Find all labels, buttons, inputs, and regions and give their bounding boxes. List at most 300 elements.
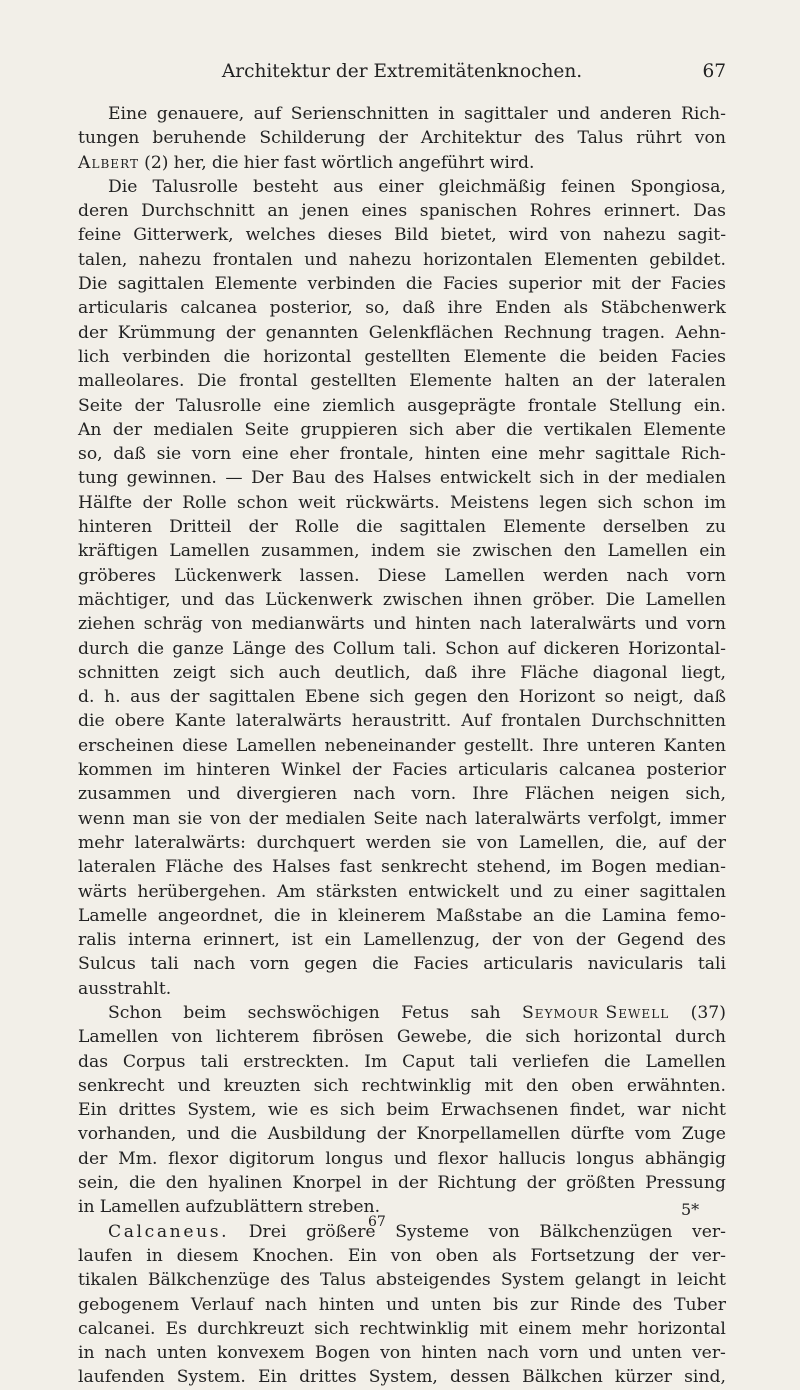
word: der xyxy=(606,371,636,392)
word: Hälfte xyxy=(78,492,133,513)
word: sind, xyxy=(684,1367,726,1388)
word: lateralen xyxy=(647,371,726,392)
word: Lamellen, xyxy=(518,832,605,853)
word: der xyxy=(398,1173,428,1194)
word: genauere, xyxy=(156,104,245,124)
text-line xyxy=(78,515,726,539)
word: Stäbchenwerk xyxy=(600,298,726,319)
word: im xyxy=(560,857,583,878)
word: Gegend xyxy=(617,930,685,951)
word: sich xyxy=(314,1318,350,1339)
word: den xyxy=(526,1075,559,1096)
word: nach xyxy=(425,808,468,829)
word: Bälkchen xyxy=(522,1367,603,1388)
word: Seite xyxy=(78,395,123,416)
word: sich xyxy=(313,1075,349,1096)
word: vorn xyxy=(686,565,726,586)
word: verliefen xyxy=(512,1051,590,1072)
word: schräg xyxy=(143,614,203,635)
word: Elemente xyxy=(214,274,298,295)
word: mit xyxy=(592,274,621,295)
word: zur xyxy=(529,1294,559,1315)
word: stärksten xyxy=(316,881,398,902)
word: Elementen xyxy=(543,249,638,270)
word: Bogen xyxy=(591,857,647,878)
word: verfolgt, xyxy=(588,808,662,829)
word: von xyxy=(171,1027,203,1048)
word: die xyxy=(137,638,165,659)
word: entwickelt xyxy=(439,468,531,489)
text-line xyxy=(78,612,726,636)
author-name: Albert xyxy=(78,152,139,173)
word: lateralen xyxy=(78,857,157,878)
word: hinten xyxy=(415,614,471,635)
word: Ein xyxy=(347,1245,377,1266)
word: sechswöchigen xyxy=(247,1002,380,1023)
word: articularis xyxy=(458,760,549,781)
word: des xyxy=(534,128,565,149)
word: zusammen, xyxy=(261,541,360,562)
word: auch xyxy=(278,662,321,683)
paragraph xyxy=(78,102,726,175)
text-line xyxy=(78,1001,726,1025)
text-line xyxy=(78,564,726,588)
word: die xyxy=(372,954,399,975)
text-line xyxy=(78,758,726,782)
word: flexor xyxy=(168,1148,219,1169)
word: dickeren xyxy=(543,638,620,659)
word: hallucis xyxy=(498,1148,566,1169)
word: durch xyxy=(674,1027,726,1048)
word: findet, xyxy=(569,1100,626,1121)
word: feine xyxy=(78,225,122,246)
word: Gewebe, xyxy=(396,1027,473,1048)
text-line xyxy=(78,1050,726,1074)
word: Meistens xyxy=(449,492,530,513)
word: nach xyxy=(487,1343,530,1364)
word: gelangt xyxy=(574,1270,641,1291)
word: und xyxy=(393,1148,427,1169)
word: die xyxy=(211,152,239,173)
word: mehr xyxy=(78,832,124,853)
word: von xyxy=(380,1343,412,1364)
word: Halses xyxy=(372,468,432,489)
word: Systeme xyxy=(395,1221,470,1242)
text-line xyxy=(78,831,726,855)
word: auf xyxy=(658,832,686,853)
word: der xyxy=(376,1124,407,1145)
word: Tuber xyxy=(674,1294,726,1315)
word: der xyxy=(248,517,278,538)
word: Gelenkflächen xyxy=(368,322,494,343)
word: dessen xyxy=(449,1367,511,1388)
word: und xyxy=(386,1294,420,1315)
word: fibrösen xyxy=(312,1027,384,1048)
text-line xyxy=(78,199,726,223)
word: Horizont xyxy=(518,687,596,708)
word: Rohres xyxy=(529,201,592,222)
word: Kante xyxy=(174,711,226,732)
word: kleinerem xyxy=(337,905,426,926)
word: Rechnung xyxy=(503,322,592,343)
text-line xyxy=(78,1365,726,1389)
word: Bau xyxy=(291,468,326,489)
word: der xyxy=(608,468,638,489)
word: sich, xyxy=(685,784,726,805)
signature-mark: 5* xyxy=(681,1200,700,1219)
word: von xyxy=(211,614,243,635)
word: Facies xyxy=(392,760,448,781)
word: immer xyxy=(669,808,726,829)
header-page-number: 67 xyxy=(702,61,726,82)
word: Durchschnitten xyxy=(591,711,726,732)
word: ihre xyxy=(471,662,507,683)
word: fast xyxy=(339,857,372,878)
word: deutlich, xyxy=(334,662,411,683)
text-line xyxy=(78,1268,726,1292)
word: nach xyxy=(479,614,522,635)
text-line xyxy=(78,1171,726,1195)
word: und xyxy=(509,881,543,902)
word: in xyxy=(78,1343,95,1364)
word: neigt, xyxy=(633,687,684,708)
word: Rinde xyxy=(569,1294,621,1315)
word: lateralwärts xyxy=(530,614,637,635)
word: senkrecht xyxy=(381,857,468,878)
text-line xyxy=(78,539,726,563)
word: diagonal xyxy=(592,662,668,683)
word: von xyxy=(390,1245,422,1266)
word: der xyxy=(648,1245,679,1266)
word: zwischen xyxy=(472,541,553,562)
word: Drei xyxy=(248,1221,287,1242)
word: sich xyxy=(597,492,633,513)
word: konvexem xyxy=(216,1343,305,1364)
word: horizontalen xyxy=(422,249,533,270)
word: angeordnet, xyxy=(157,905,264,926)
text-line xyxy=(78,637,726,661)
word: Elemente xyxy=(409,371,492,392)
word: spanischen xyxy=(419,201,518,222)
word: sich xyxy=(408,419,444,440)
word: eine xyxy=(490,444,528,465)
word: rechtwinklig xyxy=(359,1318,470,1339)
word: Stellung xyxy=(608,395,682,416)
word: der xyxy=(225,322,256,343)
word: mehr xyxy=(581,1318,628,1339)
word: ver- xyxy=(692,1245,726,1266)
word: System, xyxy=(368,1367,438,1388)
word: und xyxy=(644,614,678,635)
word: her, xyxy=(173,152,207,173)
word: h. xyxy=(104,687,121,708)
word: An xyxy=(78,419,102,440)
word: Lamellen xyxy=(99,1197,181,1218)
word: größere xyxy=(306,1221,376,1242)
word: frontalen xyxy=(212,249,293,270)
word: die xyxy=(129,1173,156,1194)
word: Seite xyxy=(244,419,290,440)
text-line xyxy=(78,321,726,345)
word: horizontal xyxy=(637,1318,726,1339)
word: Dritteil xyxy=(169,517,232,538)
word: von xyxy=(488,1221,520,1242)
word: unten xyxy=(430,1294,482,1315)
word: erinnert, xyxy=(203,930,280,951)
word: digitorum xyxy=(228,1148,315,1169)
word: gröber. xyxy=(532,589,596,610)
word: unteren xyxy=(586,735,656,756)
word: Schon xyxy=(445,638,500,659)
word: vorn. xyxy=(411,784,457,805)
word: Knorpel xyxy=(292,1173,362,1194)
word: mächtiger, xyxy=(78,589,171,610)
word: Fläche xyxy=(165,857,224,878)
text-line xyxy=(78,1122,726,1146)
word: Elemente xyxy=(643,419,726,440)
word: laufenden xyxy=(78,1367,165,1388)
word: nahezu xyxy=(603,225,666,246)
word: sich xyxy=(229,662,265,683)
word: horizontal xyxy=(573,1027,662,1048)
word: der xyxy=(631,274,661,295)
word: lichterem xyxy=(215,1027,300,1048)
word: Rich- xyxy=(680,104,726,124)
word: werden xyxy=(365,832,432,853)
word: Durchschnitt xyxy=(141,201,255,222)
word: weit xyxy=(298,492,336,513)
author-name: Seymour Sewell xyxy=(522,1002,670,1023)
word: ein. xyxy=(693,395,726,416)
word: Bogen xyxy=(314,1343,371,1364)
word: Bälkchenzügen xyxy=(539,1221,673,1242)
word: Collum xyxy=(332,638,395,659)
text-line xyxy=(78,466,726,490)
text-line xyxy=(78,1098,726,1122)
word: schon xyxy=(642,492,694,513)
word: diesem xyxy=(176,1245,239,1266)
word: die xyxy=(223,346,251,367)
word: ver- xyxy=(692,1221,726,1242)
word: als xyxy=(563,298,589,319)
word: Ihre xyxy=(542,735,579,756)
word: verbinden xyxy=(122,346,211,367)
word: erinnert. xyxy=(603,201,681,222)
word: Kanten xyxy=(663,735,726,756)
word: medialen xyxy=(285,808,366,829)
word: sich xyxy=(340,1100,376,1121)
text-line xyxy=(78,734,726,758)
word: wie xyxy=(267,1100,299,1121)
text-line xyxy=(78,1244,726,1268)
word: größten xyxy=(566,1173,636,1194)
word: Krümmung xyxy=(117,322,216,343)
word: die xyxy=(506,419,533,440)
word: Horizontal- xyxy=(627,638,726,659)
word: Die xyxy=(78,274,108,295)
word: Talusrolle xyxy=(152,176,238,197)
word: wird. xyxy=(489,152,535,173)
word: sein, xyxy=(78,1173,120,1194)
word: hinten xyxy=(424,444,481,465)
word: jenen xyxy=(301,201,349,222)
word: schon xyxy=(237,492,288,513)
word: longus xyxy=(576,1148,635,1169)
word: heraustritt. xyxy=(351,711,452,732)
word: medialen xyxy=(645,468,726,489)
word: Rich- xyxy=(680,444,726,465)
word: des xyxy=(294,638,325,659)
word: so, xyxy=(365,298,390,319)
word: erwähnten. xyxy=(626,1075,726,1096)
word: drittes xyxy=(299,1367,357,1388)
word: — xyxy=(225,468,243,489)
word: und xyxy=(181,589,215,610)
word: tikalen xyxy=(78,1270,138,1291)
word: bietet, xyxy=(440,225,497,246)
word: die xyxy=(78,711,105,732)
word: sagit- xyxy=(677,225,726,246)
word: vom xyxy=(634,1124,672,1145)
word: kürzer xyxy=(614,1367,673,1388)
word: talen, xyxy=(78,249,128,270)
word: nach xyxy=(626,565,669,586)
word: und xyxy=(373,614,407,635)
word: feinen xyxy=(560,176,616,197)
word: eine xyxy=(241,444,279,465)
word: hinteren xyxy=(78,517,153,538)
word: von xyxy=(694,128,726,149)
word: navicularis xyxy=(587,954,684,975)
word: neigen xyxy=(610,784,670,805)
text-line xyxy=(78,661,726,685)
word: Talusrolle xyxy=(175,395,262,416)
text-line xyxy=(78,175,726,199)
word: Flächen xyxy=(524,784,595,805)
word: bis xyxy=(492,1294,519,1315)
word: des xyxy=(695,930,726,951)
word: median- xyxy=(655,857,726,878)
word: gegen xyxy=(413,687,468,708)
word: das xyxy=(78,1051,109,1072)
word: vorhanden, xyxy=(78,1124,177,1145)
word: wörtlich xyxy=(321,152,394,173)
word: legen xyxy=(539,492,588,513)
word: kräftigen xyxy=(78,541,158,562)
word: Fortsetzung xyxy=(530,1245,636,1266)
word: streben. xyxy=(308,1197,381,1218)
word: lateralwärts: xyxy=(134,832,246,853)
word: durchquert xyxy=(256,832,356,853)
text-line xyxy=(78,928,726,952)
word: nahezu xyxy=(348,249,412,270)
word: ein xyxy=(699,541,726,562)
word: dürfte xyxy=(570,1124,625,1145)
text-line xyxy=(78,782,726,806)
word: Spongiosa, xyxy=(630,176,726,197)
text-line xyxy=(78,880,726,904)
word: Pressung xyxy=(645,1173,726,1194)
word: die xyxy=(485,1027,513,1048)
word: Talus xyxy=(577,128,624,149)
text-line xyxy=(78,588,726,612)
word: Lamina xyxy=(601,905,667,926)
word: der xyxy=(134,395,164,416)
word: in xyxy=(438,104,455,124)
word: die xyxy=(559,346,587,367)
word: beim xyxy=(386,1100,430,1121)
word: Ein xyxy=(257,1367,288,1388)
word: interna xyxy=(128,930,192,951)
word: Aehn- xyxy=(675,322,726,343)
text-line xyxy=(78,491,726,515)
word: unten xyxy=(156,1343,207,1364)
word: einer xyxy=(378,176,424,197)
text-line xyxy=(78,1341,726,1365)
word: drittes xyxy=(118,1100,177,1121)
word: eine xyxy=(273,395,311,416)
word: aus xyxy=(333,176,364,197)
word: posterior xyxy=(646,760,726,781)
word: mit xyxy=(479,1318,509,1339)
word: aber xyxy=(455,419,495,440)
word: sagittaler xyxy=(464,104,548,124)
word: rührt xyxy=(636,128,682,149)
word: medialen xyxy=(153,419,234,440)
word: Sulcus xyxy=(78,954,136,975)
word: kreuzten xyxy=(223,1075,301,1096)
word: sich xyxy=(369,687,405,708)
word: der xyxy=(378,128,408,149)
word: Die xyxy=(197,371,227,392)
word: an xyxy=(572,371,594,392)
word: stehend, xyxy=(476,857,552,878)
word: der xyxy=(248,808,279,829)
word: nach xyxy=(265,1294,308,1315)
word: Rolle xyxy=(294,517,340,538)
word: ausstrahlt. xyxy=(78,978,172,999)
word: Schilderung xyxy=(259,128,366,149)
word: Lückenwerk xyxy=(265,589,373,610)
text-line xyxy=(78,1147,726,1171)
word: Zuge xyxy=(681,1124,726,1145)
word: gruppieren xyxy=(300,419,398,440)
word: des xyxy=(334,468,365,489)
word: gestellt. xyxy=(463,735,535,756)
word: von xyxy=(476,832,509,853)
word: indem xyxy=(370,541,426,562)
word: hier xyxy=(243,152,279,173)
word: und xyxy=(588,1343,622,1364)
word: d. xyxy=(78,687,95,708)
text-line xyxy=(78,102,726,126)
word: Corpus xyxy=(122,1051,186,1072)
footer-page-number: 67 xyxy=(368,1214,386,1230)
word: Lückenwerk xyxy=(174,565,282,586)
word: Facies xyxy=(670,346,726,367)
word: vorn xyxy=(539,1343,579,1364)
word: den xyxy=(476,687,510,708)
word: sah xyxy=(470,1002,501,1023)
word: werden xyxy=(542,565,609,586)
word: der xyxy=(575,930,606,951)
word: Das xyxy=(693,201,726,222)
word: nicht xyxy=(681,1100,726,1121)
word: gewinnen. xyxy=(126,468,217,489)
word: laufen xyxy=(78,1245,133,1266)
word: nach xyxy=(353,784,396,805)
text-line xyxy=(78,977,726,1001)
